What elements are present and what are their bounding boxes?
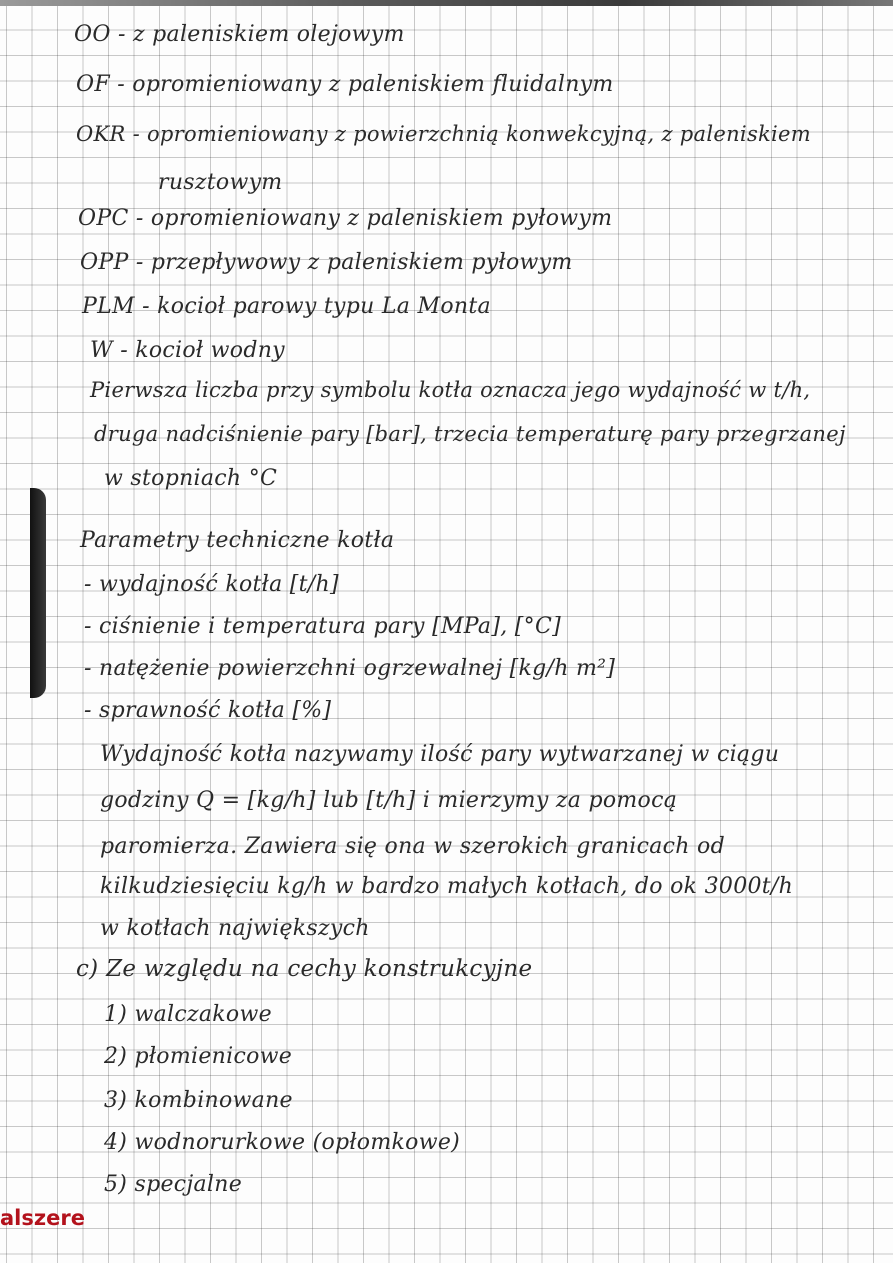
list-item: 1) walczakowe [104, 1002, 272, 1027]
note-line: PLM - kocioł parowy typu La Monta [82, 294, 491, 319]
page-top-edge [0, 0, 893, 6]
note-line: rusztowym [158, 170, 283, 195]
note-line: OF - opromieniowany z paleniskiem fluidalnym [76, 72, 614, 97]
note-line: - sprawność kotła [%] [84, 698, 332, 723]
note-line: paromierza. Zawiera się ona w szerokich granicach od [100, 834, 725, 859]
note-line: OO - z paleniskiem olejowym [74, 22, 405, 47]
binder-shadow [30, 488, 46, 698]
list-item: 4) wodnorurkowe (opłomkowe) [104, 1130, 461, 1155]
list-item: 5) specjalne [104, 1172, 243, 1197]
note-line: - wydajność kotła [t/h] [84, 572, 339, 597]
list-item: 2) płomienicowe [104, 1044, 293, 1069]
note-line: - ciśnienie i temperatura pary [MPa], [°C] [84, 614, 561, 639]
note-line: - natężenie powierzchni ogrzewalnej [kg/h m²] [84, 656, 616, 681]
note-line: OKR - opromieniowany z powierzchnią konwekcyjną, z paleniskiem [76, 122, 811, 146]
note-line: Wydajność kotła nazywamy ilość pary wytwarzanej w ciągu [100, 742, 780, 767]
note-line: druga nadciśnienie pary [bar], trzecia temperaturę pary przegrzanej [94, 422, 846, 446]
section-heading: Parametry techniczne kotła [80, 528, 395, 553]
note-line: Pierwsza liczba przy symbolu kotła oznacza jego wydajność w t/h, [90, 378, 811, 402]
note-line: godziny Q = [kg/h] lub [t/h] i mierzymy za pomocą [100, 788, 678, 813]
section-heading: c) Ze względu na cechy konstrukcyjne [76, 956, 533, 982]
watermark-text: alszere [0, 1206, 85, 1230]
list-item: 3) kombinowane [104, 1088, 293, 1113]
note-line: OPC - opromieniowany z paleniskiem pyłowym [78, 206, 613, 231]
note-line: w kotłach największych [100, 916, 370, 941]
note-line: kilkudziesięciu kg/h w bardzo małych kotłach, do ok 3000t/h [100, 874, 794, 899]
note-line: OPP - przepływowy z paleniskiem pyłowym [80, 250, 573, 275]
note-line: w stopniach °C [104, 466, 278, 491]
note-line: W - kocioł wodny [90, 338, 285, 363]
